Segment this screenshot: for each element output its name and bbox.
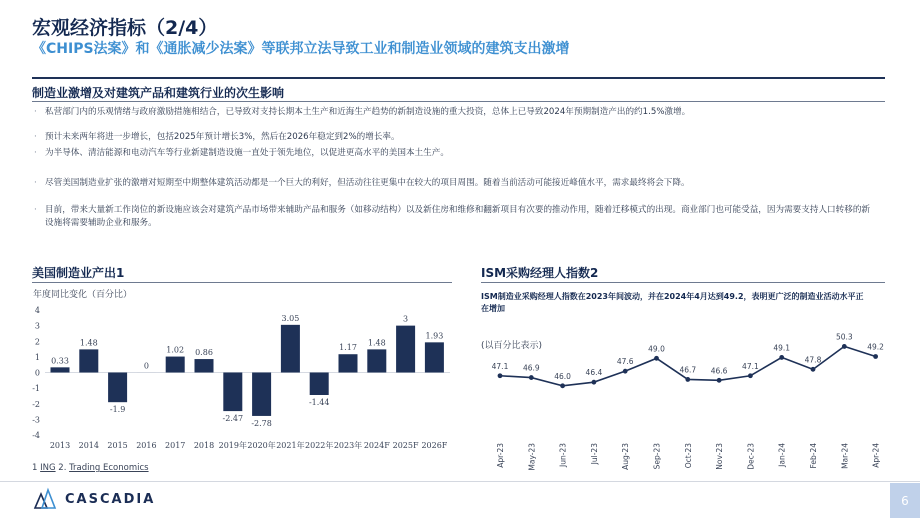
data-point: [748, 373, 753, 378]
y-tick-label: -1: [32, 384, 40, 394]
bullet-item: · 目前，带来大量新工作岗位的新设施应该会对建筑产品市场带来辅助产品和服务（如移动结构）以及新住房和维修和翻新项目有次要的推动作用，随着迁移模式的出现。商业部门也可能受益，因为需要支持人口转移的新设施将需要辅助企业和服务。: [32, 204, 872, 230]
y-tick-label: 2: [34, 337, 40, 347]
bar: [252, 373, 271, 416]
y-tick-label: 0: [34, 368, 40, 378]
x-tick-label: Oct-23: [683, 443, 693, 469]
x-tick-label: 2026F: [421, 441, 448, 450]
bar: [195, 359, 214, 372]
bar: [367, 349, 386, 372]
x-tick-label: Mar-24: [840, 443, 850, 469]
x-tick-label: Sep-23: [652, 443, 662, 470]
x-tick-label: 2018: [193, 441, 215, 450]
source-ing-link[interactable]: ING: [40, 463, 56, 473]
bullet-list: [32, 106, 872, 230]
x-tick-label: Dec-23: [746, 443, 756, 470]
bar-value-label: 0: [143, 361, 149, 371]
bar-value-label: -1.9: [109, 405, 126, 415]
line-chart-title: ISM采购经理人指数2: [481, 266, 599, 280]
y-tick-label: -4: [32, 431, 40, 440]
x-tick-label: Apr-24: [871, 443, 881, 468]
line-chart: [470, 332, 900, 471]
bar-chart-ylabel: 年度同比变化（百分比）: [33, 290, 133, 300]
x-tick-label: 2017: [165, 441, 186, 450]
point-value-label: 47.1: [742, 361, 759, 371]
data-point: [873, 354, 878, 359]
line-chart-divider: [481, 282, 885, 283]
bar-value-label: -2.78: [251, 418, 272, 428]
x-tick-label: 2020年: [247, 441, 276, 450]
data-point: [779, 355, 784, 360]
x-tick-label: Apr-23: [496, 443, 505, 468]
bar-value-label: -2.47: [222, 414, 244, 424]
bar: [425, 342, 444, 372]
x-tick-label: 2022年: [305, 441, 334, 450]
x-tick-label: Jul-23: [589, 443, 599, 465]
bar-value-label: 1.48: [367, 338, 386, 348]
data-point: [560, 383, 565, 388]
x-tick-label: 2025F: [392, 441, 419, 450]
point-value-label: 49.0: [648, 344, 665, 354]
page-title: 宏观经济指标（2/4）: [32, 17, 218, 39]
bar: [310, 373, 329, 396]
data-point: [654, 356, 659, 361]
bar-value-label: 0.86: [195, 348, 213, 358]
data-point: [685, 377, 690, 382]
point-value-label: 49.2: [867, 342, 884, 352]
bar-value-label: 3.05: [281, 313, 300, 323]
x-tick-label: 2024F: [363, 441, 390, 450]
point-value-label: 47.6: [616, 357, 634, 367]
bullet-item: · 尽管美国制造业扩张的激增对短期至中期整体建筑活动都是一个巨大的利好，但活动往往更集中在较大的项目周围。随着当前活动可能接近峰值水平，需求最终将会下降。: [32, 177, 872, 190]
section-divider: [32, 101, 885, 102]
point-value-label: 46.4: [585, 368, 603, 378]
x-tick-label: 2021年: [276, 441, 305, 450]
x-tick-label: Jun-23: [558, 443, 568, 467]
bar: [396, 326, 415, 373]
point-value-label: 46.0: [554, 371, 571, 381]
x-tick-label: 2023年: [333, 441, 363, 450]
source-1: 1 ING: [32, 463, 56, 473]
bar: [166, 357, 185, 373]
title-divider: [32, 77, 885, 79]
bar-chart: [0, 300, 460, 455]
y-tick-label: 1: [34, 352, 40, 362]
source-2: 2. Trading Economics: [58, 463, 149, 473]
bar-value-label: 0.33: [51, 356, 69, 366]
y-tick-label: -2: [32, 399, 40, 409]
footer-divider: [0, 481, 920, 482]
data-point: [529, 375, 534, 380]
point-value-label: 46.6: [710, 366, 728, 376]
point-value-label: 47.8: [804, 355, 822, 365]
x-tick-label: Aug-23: [621, 443, 631, 470]
data-point: [623, 369, 628, 374]
bar-value-label: 1.93: [425, 331, 444, 341]
x-tick-label: Feb-24: [809, 443, 818, 469]
bar-value-label: 1.48: [79, 338, 98, 348]
section-heading: 制造业激增及对建筑产品和建筑行业的次生影响: [32, 86, 285, 100]
y-tick-label: 4: [34, 306, 40, 315]
bullet-item: · 私营部门内的乐观情绪与政府激励措施相结合，已导致对支持长期本土生产和近海生产趋势的新制造设施的重大投资，总体上已导致2024年预期制造产出的约1.5%激增。: [32, 106, 872, 119]
data-point: [498, 373, 503, 378]
line-chart-unit: (以百分比表示): [481, 341, 543, 351]
page-number: 6: [890, 483, 920, 518]
point-value-label: 49.1: [773, 343, 791, 353]
data-point: [592, 380, 597, 385]
page-subtitle: 《CHIPS法案》和《通胀减少法案》等联邦立法导致工业和制造业领域的建筑支出激增: [32, 41, 570, 57]
brand-logo: [33, 488, 155, 510]
data-point: [811, 367, 816, 372]
bar: [223, 373, 242, 412]
brand-name: CASCADIA: [65, 491, 156, 507]
y-tick-label: -3: [32, 415, 40, 425]
bar: [108, 373, 127, 403]
point-value-label: 46.7: [679, 365, 697, 375]
line-chart-note: ISM制造业采购经理人指数在2023年间波动，并在2024年4月达到49.2，表明更广泛的制造业活动水平正在增加: [481, 292, 864, 313]
bar: [51, 367, 70, 372]
point-value-label: 50.3: [835, 332, 853, 342]
data-point: [842, 344, 847, 349]
bar-chart-divider: [32, 282, 452, 283]
x-tick-label: 2016: [136, 441, 157, 450]
y-tick-label: 3: [34, 321, 40, 331]
x-tick-label: Nov-23: [715, 443, 725, 470]
x-tick-label: 2015: [107, 441, 128, 450]
bar: [281, 325, 300, 373]
x-tick-label: Jan-24: [777, 443, 787, 467]
bar-chart-title: 美国制造业产出1: [32, 266, 125, 280]
source-note: [32, 463, 149, 473]
bar-value-label: 1.17: [339, 343, 357, 353]
source-te-link[interactable]: Trading Economics: [69, 463, 149, 473]
x-tick-label: May-23: [527, 443, 537, 471]
x-tick-label: 2014: [78, 441, 99, 450]
point-value-label: 47.1: [491, 361, 509, 371]
bullet-item: · 为半导体、清洁能源和电动汽车等行业新建制造设施一直处于领先地位，以促进更高水平的美国本土生产。: [32, 147, 872, 160]
cascadia-mark-icon: [33, 488, 57, 510]
x-tick-label: 2019年: [218, 441, 247, 450]
bar-value-label: 1.02: [166, 345, 185, 355]
bar-value-label: 3: [403, 314, 409, 324]
bar-value-label: -1.44: [308, 398, 330, 407]
point-value-label: 46.9: [522, 363, 540, 373]
bar: [339, 354, 358, 372]
x-tick-label: 2013: [49, 441, 71, 450]
data-point: [717, 378, 722, 383]
bullet-item: · 预计未来两年将进一步增长，包括2025年预计增长3%，然后在2026年稳定到2%的增长率。: [32, 131, 872, 144]
bar: [79, 349, 98, 372]
